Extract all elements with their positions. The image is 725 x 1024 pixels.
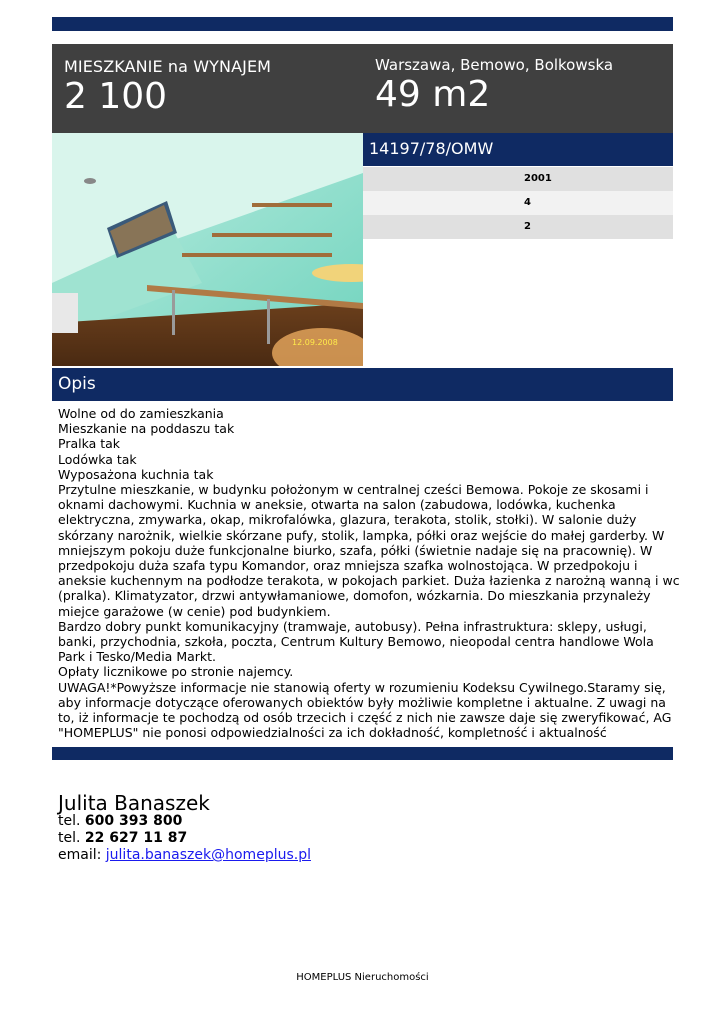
attic-room-photo	[52, 133, 363, 366]
agent-name: Julita Banaszek	[58, 791, 210, 815]
tel-label: tel.	[58, 813, 81, 829]
property-photo	[52, 133, 363, 366]
description-line: aneksie kuchennym na podłodze terakota, w pokojach parkiet. Duża łazienka z narożną wanną i wc	[58, 573, 680, 589]
attribute-row	[363, 167, 673, 191]
attribute-row	[363, 215, 673, 239]
listing-type: MIESZKANIE na WYNAJEM	[64, 57, 272, 76]
attribute-value: 2	[524, 221, 531, 232]
listing-location: Warszawa, Bemowo, Bolkowska	[375, 56, 614, 74]
description-line: Park i Tesko/Media Markt.	[58, 649, 217, 665]
bottom-accent-bar	[52, 747, 673, 760]
description-line: mniejszym pokoju duże funkcjonalne biurko, szafa, półki (świetnie nadaje się na pracownię). W	[58, 542, 653, 558]
attribute-value: 4	[524, 197, 531, 208]
top-accent-bar	[52, 17, 673, 31]
description-heading: Opis	[58, 374, 96, 394]
listing-header	[52, 44, 673, 133]
phone-row-2	[58, 830, 187, 846]
description-line: przedpokoju duża szafa typu Komandor, oraz mniejsza szafka wolnostojąca. W przedpokoju i	[58, 558, 638, 574]
photo-date-stamp: 12.09.2008	[292, 338, 338, 347]
description-line: (pralka). Klimatyzator, drzwi antywłamaniowe, domofon, wózkarnia. Do mieszkania przynależy	[58, 588, 651, 604]
description-line: Wyposażona kuchnia tak	[58, 466, 214, 482]
description-body	[58, 406, 680, 741]
tel-label: tel.	[58, 830, 81, 846]
footer-company: HOMEPLUS Nieruchomości	[296, 972, 429, 983]
description-line: Mieszkanie na poddaszu tak	[58, 421, 235, 437]
email-label: email:	[58, 847, 102, 863]
description-line: UWAGA!*Powyższe informacje nie stanowią oferty w rozumieniu Kodeksu Cywilnego.Staramy się,	[58, 679, 666, 695]
description-line: Bardzo dobry punkt komunikacyjny (tramwaje, autobusy). Pełna infrastruktura: sklepy, usługi,	[58, 618, 647, 634]
phone-number-1: 600 393 800	[84, 813, 183, 829]
phone-number-2: 22 627 11 87	[84, 830, 188, 846]
description-line: Wolne od do zamieszkania	[58, 406, 224, 421]
description-line: aby informacje dotyczące oferowanych obiektów były możliwie kompletne i aktualne. Z uwagi na	[58, 694, 666, 710]
email-link[interactable]: julita.banaszek@homeplus.pl	[105, 847, 311, 863]
phone-row-1	[58, 813, 182, 829]
description-line: Opłaty licznikowe po stronie najemcy.	[58, 664, 294, 680]
reference-bar	[363, 133, 673, 166]
listing-area: 49 m2	[375, 74, 491, 115]
description-line: banki, przychodnia, szkoła, poczta, Centrum Kultury Bemowo, nieopodal centra handlowe Wola	[58, 634, 654, 650]
description-line: Przytulne mieszkanie, w budynku położonym w centralnej cześci Bemowa. Pokoje ze skosami i	[58, 482, 649, 498]
email-row	[58, 847, 311, 863]
description-line: miejce garażowe (w cenie) pod budynkiem.	[58, 603, 331, 619]
description-heading-bar	[52, 368, 673, 401]
description-line: "HOMEPLUS" nie ponosi odpowiedzialności za ich dokładność, kompletność i aktualność	[58, 725, 607, 741]
attribute-value: 2001	[524, 173, 552, 184]
description-line: skórzany narożnik, wielkie skórzane pufy, stolik, lampka, półki oraz wejście do małej garderby. W	[58, 527, 665, 543]
description-line: to, iż informacje te pochodzą od osób trzecich i część z nich nie zawsze daje się zweryfikować, AG	[58, 710, 672, 726]
description-line: elektryczna, zmywarka, okap, mikrofalówka, glazura, terakota, stolik, stołki). W salonie duży	[58, 512, 637, 528]
listing-price: 2 100	[64, 76, 168, 117]
reference-number: 14197/78/OMW	[369, 139, 494, 158]
description-line: oknami dachowymi. Kuchnia w aneksie, otwarta na salon (zabudowa, lodówka, kuchenka	[58, 497, 616, 513]
attribute-row	[363, 191, 673, 215]
description-line: Pralka tak	[58, 436, 121, 452]
description-line: Lodówka tak	[58, 451, 137, 467]
